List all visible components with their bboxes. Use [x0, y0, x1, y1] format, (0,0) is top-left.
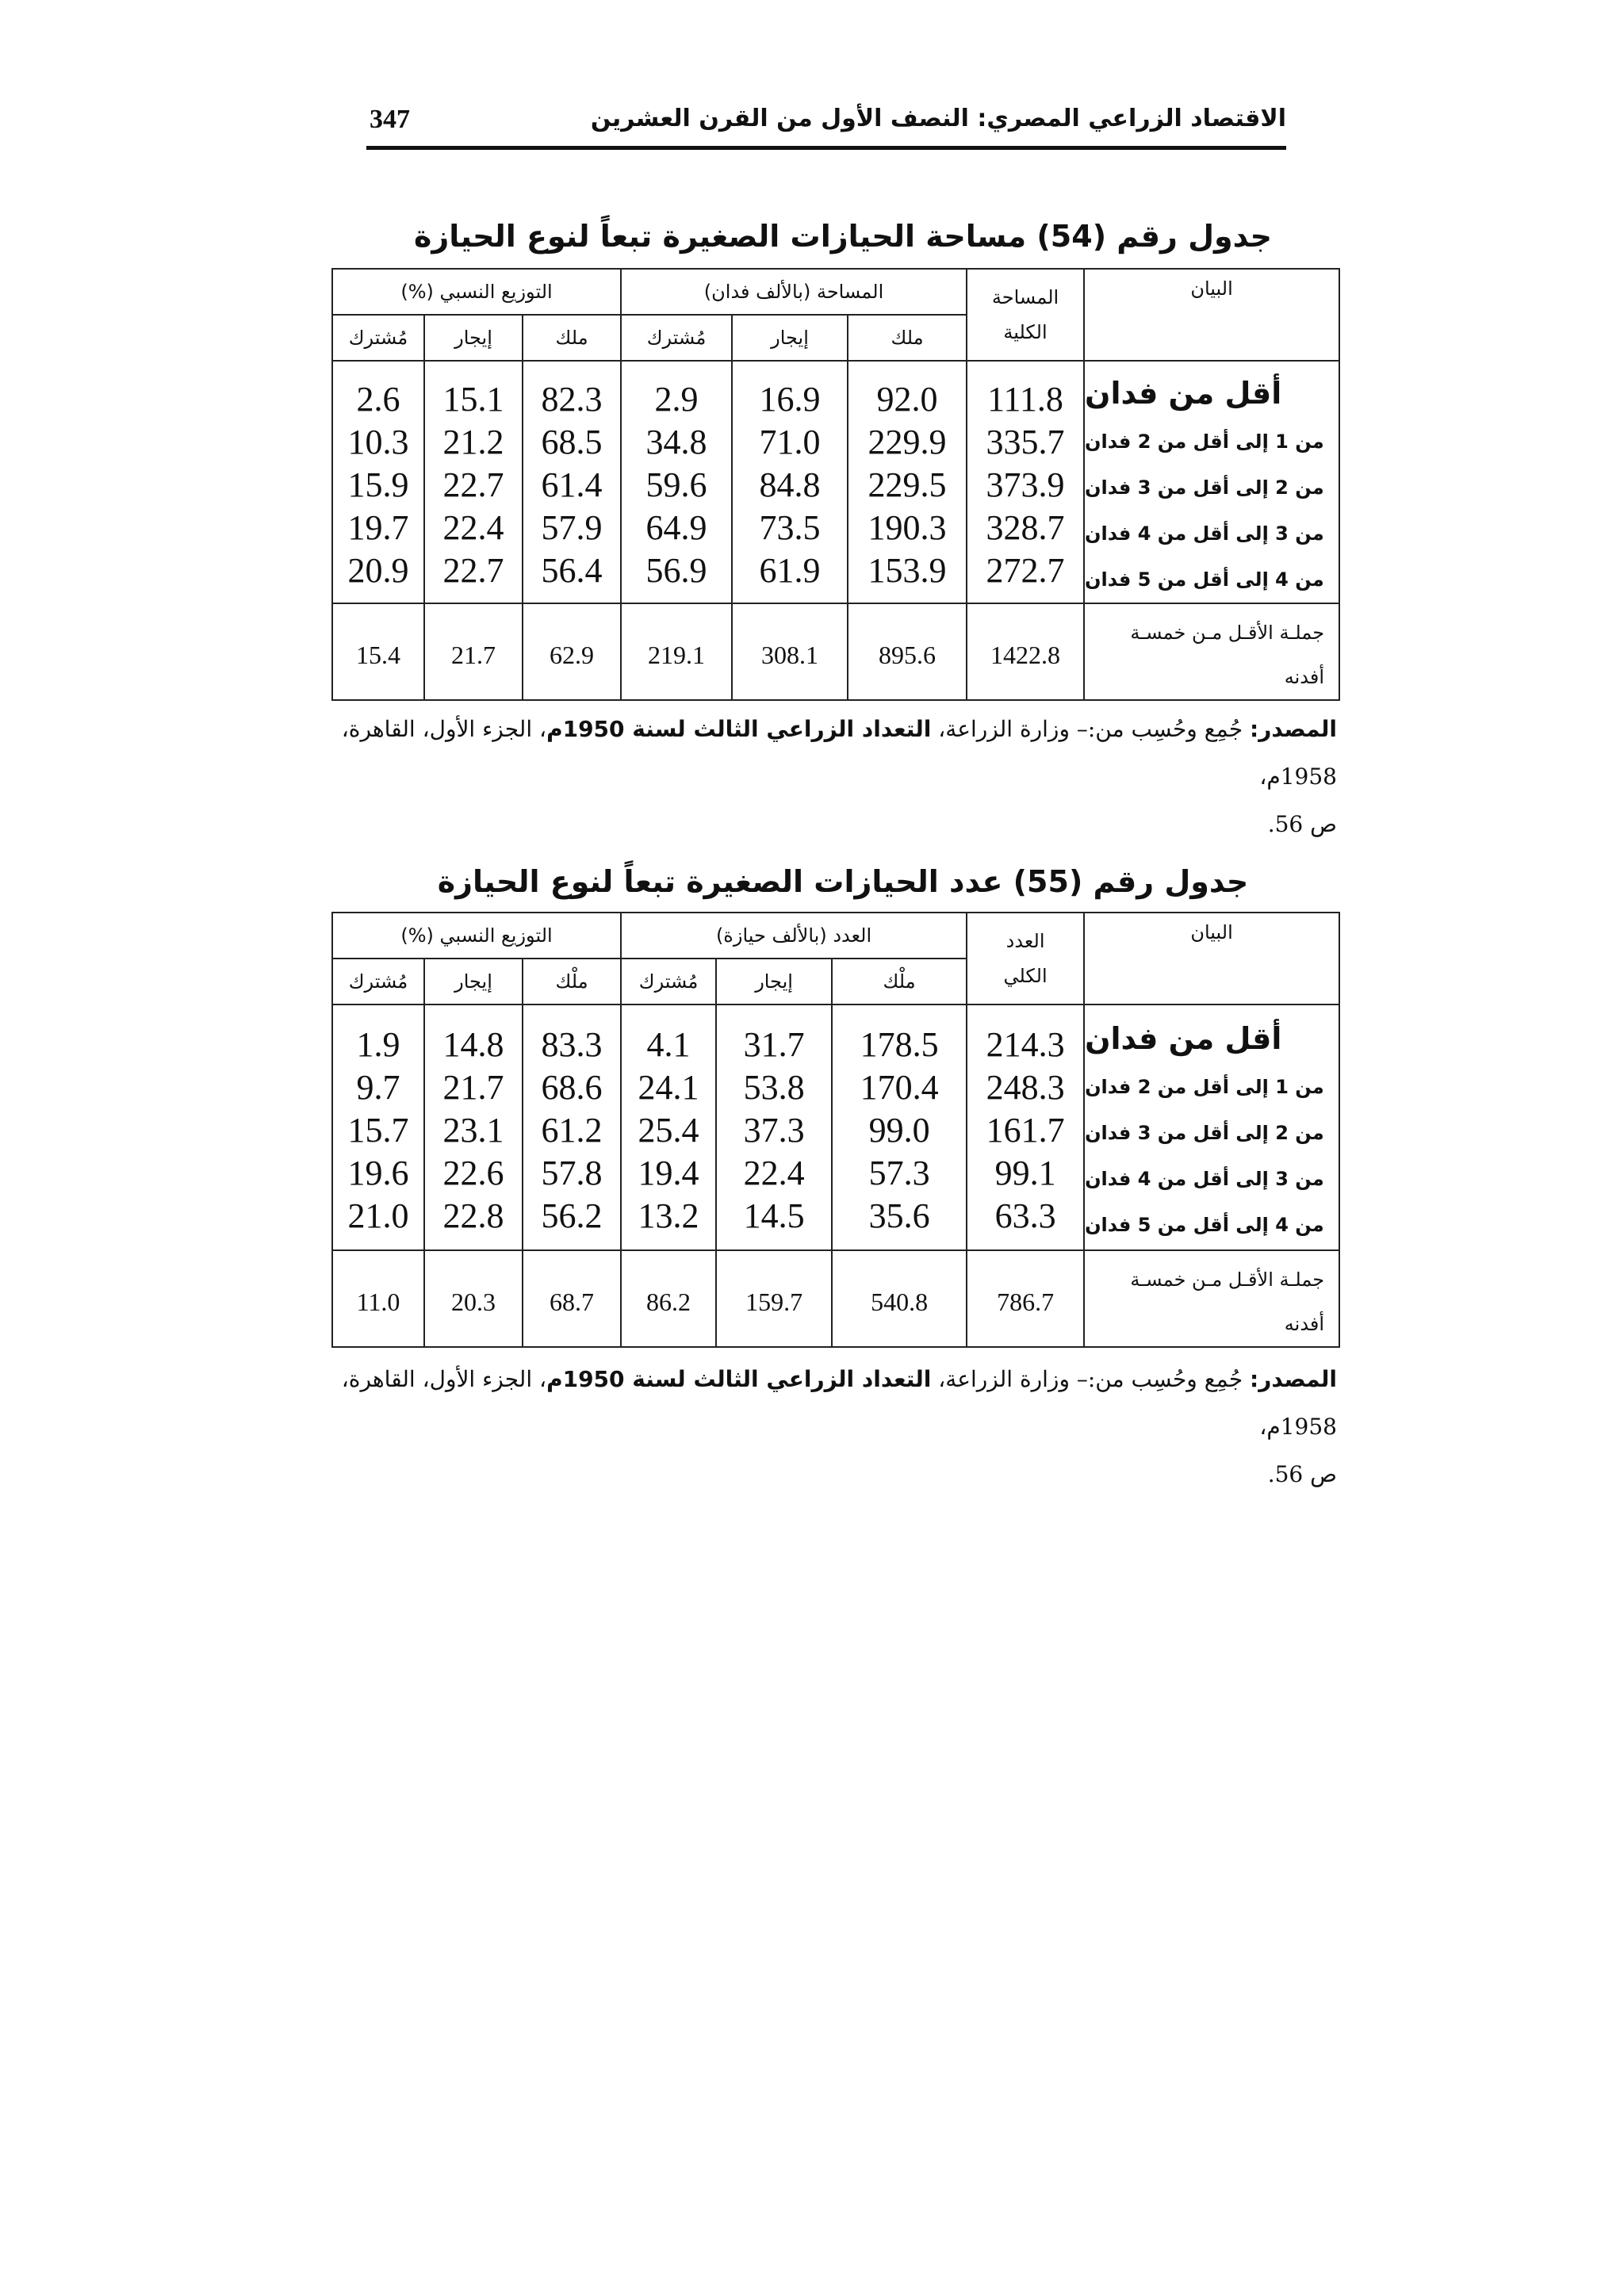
row-labels-cell	[1084, 1004, 1339, 1250]
cell-value: 13.2	[638, 1196, 699, 1235]
cell-value: 99.1	[994, 1154, 1056, 1192]
cell-value: 68.6	[541, 1068, 603, 1107]
cell-value: 84.8	[759, 465, 821, 504]
cell-value: 61.9	[759, 551, 821, 590]
row-label: أقل من فدان	[1085, 376, 1282, 411]
col-total	[967, 1004, 1084, 1250]
row-label: من 2 إلى أقل من 3 فدان	[1085, 1122, 1324, 1144]
cell-value: 68.5	[541, 423, 603, 461]
cell-value: 229.5	[868, 465, 947, 504]
row-label: من 4 إلى أقل من 5 فدان	[1085, 568, 1324, 591]
cell-value: 63.3	[994, 1196, 1056, 1235]
source-line2: ص 56.	[1267, 1461, 1337, 1487]
total-label-line2: أفدنه	[1284, 1313, 1325, 1335]
row-labels-cell	[1084, 361, 1339, 603]
cell-value: 4.1	[646, 1025, 691, 1064]
col-shared	[621, 361, 732, 603]
cell-value: 19.7	[347, 508, 409, 547]
cell-value: 153.9	[868, 551, 947, 590]
cell-value: 22.4	[442, 508, 504, 547]
table-55	[331, 912, 1340, 1348]
cell-value: 161.7	[986, 1111, 1065, 1150]
header-total-line1: العدد	[1005, 930, 1045, 952]
cell-value: 229.9	[868, 423, 947, 461]
cell-value: 59.6	[645, 465, 707, 504]
col-own	[848, 361, 967, 603]
row-label: من 4 إلى أقل من 5 فدان	[1085, 1214, 1324, 1236]
header-group-percent: التوزيع النسبي (%)	[332, 269, 621, 315]
total-cell: 62.9	[523, 603, 621, 700]
running-title: الاقتصاد الزراعي المصري: النصف الأول من القرن العشرين	[590, 105, 1286, 132]
cell-value: 21.0	[347, 1196, 409, 1235]
cell-value: 373.9	[986, 465, 1065, 504]
cell-value: 335.7	[986, 423, 1065, 461]
cell-value: 56.2	[541, 1196, 603, 1235]
cell-value: 35.6	[868, 1196, 930, 1235]
total-label-line1: جملـة الأقـل مـن خمسـة	[1130, 1269, 1325, 1291]
cell-value: 214.3	[986, 1025, 1065, 1064]
cell-value: 25.4	[638, 1111, 699, 1150]
cell-value: 57.9	[541, 508, 603, 547]
col-pct-own	[523, 1004, 621, 1250]
cell-value: 56.4	[541, 551, 603, 590]
cell-value: 16.9	[759, 380, 821, 419]
total-label-line2: أفدنه	[1284, 666, 1325, 688]
source-text-a: جُمِع وحُسِب من:– وزارة الزراعة،	[931, 716, 1251, 742]
total-cell: 159.7	[716, 1250, 832, 1347]
source-line1	[333, 1356, 1337, 1451]
cell-value: 31.7	[743, 1025, 805, 1064]
cell-value: 56.9	[645, 551, 707, 590]
total-cell: 1422.8	[967, 603, 1084, 700]
total-cell: 20.3	[424, 1250, 523, 1347]
running-head	[366, 101, 1286, 141]
col-pct-own	[523, 361, 621, 603]
cell-value: 14.5	[743, 1196, 805, 1235]
cell-value: 21.2	[442, 423, 504, 461]
header-own: ملك	[848, 315, 967, 361]
header-pct-shared: مُشترك	[332, 959, 424, 1004]
total-cell: 21.7	[424, 603, 523, 700]
col-shared	[621, 1004, 716, 1250]
header-pct-rent: إيجار	[424, 959, 523, 1004]
cell-value: 57.8	[541, 1154, 603, 1192]
source-label: المصدر:	[1250, 716, 1337, 742]
cell-value: 272.7	[986, 551, 1065, 590]
cell-value: 82.3	[541, 380, 603, 419]
cell-value: 73.5	[759, 508, 821, 547]
source-text-b: ، الجزء الأول، القاهرة، 1958م،	[341, 1366, 1337, 1440]
total-cell: 68.7	[523, 1250, 621, 1347]
cell-value: 2.6	[356, 380, 400, 419]
source-line2: ص 56.	[1267, 811, 1337, 837]
source-text-a: جُمِع وحُسِب من:– وزارة الزراعة،	[931, 1366, 1251, 1392]
header-rent: إيجار	[732, 315, 848, 361]
source-title: التعداد الزراعي الثالث لسنة 1950م	[546, 716, 932, 742]
total-cell: 786.7	[967, 1250, 1084, 1347]
cell-value: 99.0	[868, 1111, 930, 1150]
cell-value: 15.7	[347, 1111, 409, 1150]
cell-value: 1.9	[356, 1025, 400, 1064]
col-pct-rent	[424, 361, 523, 603]
col-pct-rent	[424, 1004, 523, 1250]
total-row-label	[1084, 603, 1339, 700]
cell-value: 23.1	[442, 1111, 504, 1150]
total-cell: 11.0	[332, 1250, 424, 1347]
cell-value: 92.0	[876, 380, 938, 419]
cell-value: 22.8	[442, 1196, 504, 1235]
col-pct-shared	[332, 361, 424, 603]
cell-value: 34.8	[645, 423, 707, 461]
header-pct-shared: مُشترك	[332, 315, 424, 361]
header-pct-own: ملك	[523, 315, 621, 361]
cell-value: 22.7	[442, 551, 504, 590]
header-total-line1: المساحة	[991, 286, 1059, 308]
cell-value: 21.7	[442, 1068, 504, 1107]
source-title: التعداد الزراعي الثالث لسنة 1950م	[546, 1366, 932, 1392]
total-label-line1: جملـة الأقـل مـن خمسـة	[1130, 622, 1325, 644]
header-group-percent: التوزيع النسبي (%)	[332, 913, 621, 959]
cell-value: 10.3	[347, 423, 409, 461]
header-total-line2: الكلي	[1003, 965, 1048, 987]
total-cell: 86.2	[621, 1250, 716, 1347]
table-54-title: جدول رقم (54) مساحة الحيازات الصغيرة تبعاً لنوع الحيازة	[414, 219, 1272, 254]
cell-value: 37.3	[743, 1111, 805, 1150]
cell-value: 190.3	[868, 508, 947, 547]
header-item: البيان	[1084, 269, 1339, 361]
row-label: من 2 إلى أقل من 3 فدان	[1085, 476, 1324, 499]
cell-value: 22.7	[442, 465, 504, 504]
cell-value: 15.1	[442, 380, 504, 419]
table-54	[331, 268, 1340, 701]
header-total	[967, 269, 1084, 361]
header-shared: مُشترك	[621, 959, 716, 1004]
total-cell: 308.1	[732, 603, 848, 700]
row-label: أقل من فدان	[1085, 1021, 1282, 1056]
cell-value: 19.4	[638, 1154, 699, 1192]
cell-value: 57.3	[868, 1154, 930, 1192]
cell-value: 24.1	[638, 1068, 699, 1107]
cell-value: 2.9	[654, 380, 699, 419]
cell-value: 20.9	[347, 551, 409, 590]
total-cell: 540.8	[832, 1250, 967, 1347]
cell-value: 328.7	[986, 508, 1065, 547]
col-rent	[732, 361, 848, 603]
cell-value: 22.6	[442, 1154, 504, 1192]
total-cell: 219.1	[621, 603, 732, 700]
cell-value: 22.4	[743, 1154, 805, 1192]
cell-value: 61.4	[541, 465, 603, 504]
col-own	[832, 1004, 967, 1250]
header-own: ملْك	[832, 959, 967, 1004]
row-label: من 1 إلى أقل من 2 فدان	[1085, 1076, 1324, 1098]
total-row-label	[1084, 1250, 1339, 1347]
header-group-absolute: العدد (بالألف حيازة)	[621, 913, 967, 959]
cell-value: 19.6	[347, 1154, 409, 1192]
header-total	[967, 913, 1084, 1004]
header-pct-rent: إيجار	[424, 315, 523, 361]
cell-value: 14.8	[442, 1025, 504, 1064]
source-label: المصدر:	[1250, 1366, 1337, 1392]
col-rent	[716, 1004, 832, 1250]
row-label: من 3 إلى أقل من 4 فدان	[1085, 1168, 1324, 1190]
header-item: البيان	[1084, 913, 1339, 1004]
table-54-source	[333, 706, 1337, 848]
source-line1	[333, 706, 1337, 801]
col-total	[967, 361, 1084, 603]
total-cell: 15.4	[332, 603, 424, 700]
cell-value: 111.8	[987, 380, 1063, 419]
cell-value: 53.8	[743, 1068, 805, 1107]
cell-value: 83.3	[541, 1025, 603, 1064]
cell-value: 178.5	[860, 1025, 939, 1064]
col-pct-shared	[332, 1004, 424, 1250]
cell-value: 248.3	[986, 1068, 1065, 1107]
row-label: من 3 إلى أقل من 4 فدان	[1085, 522, 1324, 545]
cell-value: 71.0	[759, 423, 821, 461]
cell-value: 9.7	[356, 1068, 400, 1107]
header-total-line2: الكلية	[1003, 321, 1048, 343]
row-label: من 1 إلى أقل من 2 فدان	[1085, 430, 1324, 453]
table-55-title: جدول رقم (55) عدد الحيازات الصغيرة تبعاً لنوع الحيازة	[437, 864, 1249, 899]
page-number: 347	[370, 105, 410, 134]
total-cell: 895.6	[848, 603, 967, 700]
cell-value: 170.4	[860, 1068, 939, 1107]
header-group-absolute: المساحة (بالألف فدان)	[621, 269, 967, 315]
header-rent: إيجار	[716, 959, 832, 1004]
cell-value: 61.2	[541, 1111, 603, 1150]
header-shared: مُشترك	[621, 315, 732, 361]
cell-value: 64.9	[645, 508, 707, 547]
table-55-source	[333, 1356, 1337, 1498]
cell-value: 15.9	[347, 465, 409, 504]
source-text-b: ، الجزء الأول، القاهرة، 1958م،	[341, 716, 1337, 790]
header-rule	[366, 146, 1286, 150]
header-pct-own: ملْك	[523, 959, 621, 1004]
